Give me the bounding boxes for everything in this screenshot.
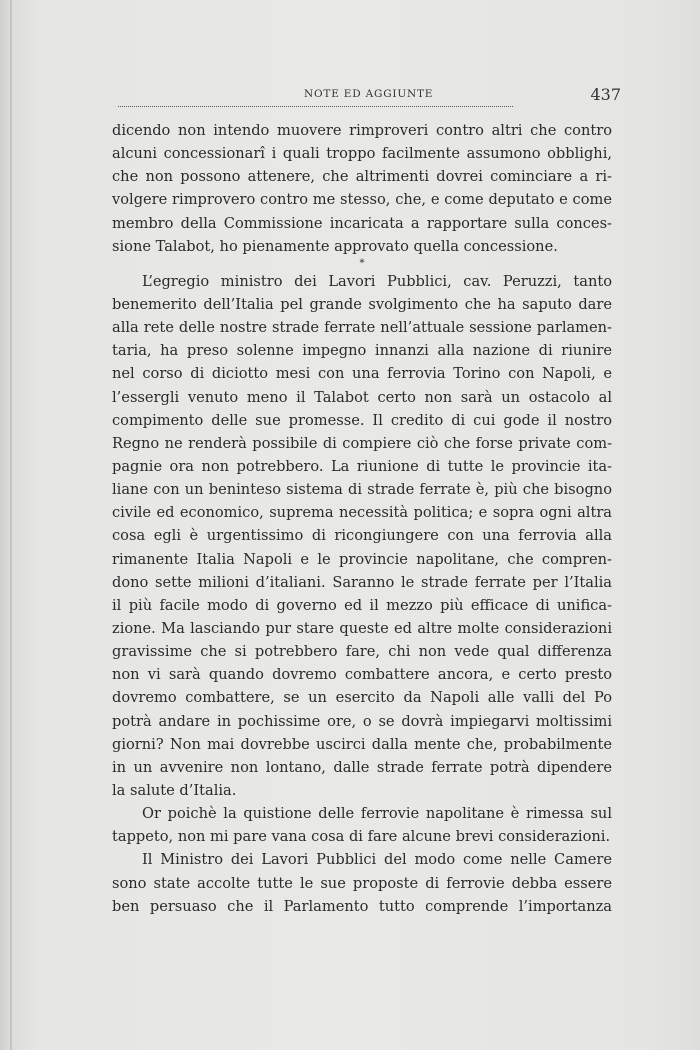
text-line: L’egregio ministro dei Lavori Pubblici, cav. Peruzzi, tanto <box>142 272 612 290</box>
text-line: il più facile modo di governo ed il mezzo più efficace di unifica- <box>112 596 612 614</box>
text-line: compimento delle sue promesse. Il credito di cui gode il nostro <box>112 411 612 429</box>
text-line: alla rete delle nostre strade ferrate nell’attuale sessione parlamen- <box>112 319 612 337</box>
text-line: l’essergli venuto meno il Talabot certo non sarà un ostacolo al <box>112 388 612 406</box>
text-line: dovremo combattere, se un esercito da Napoli alle valli del Po <box>112 689 612 707</box>
text-line: benemerito dell’Italia pel grande svolgimento che ha saputo dare <box>112 295 612 313</box>
text-line: pagnie ora non potrebbero. La riunione di tutte le provincie ita- <box>112 457 612 475</box>
text-line: dicendo non intendo muovere rimproveri contro altri che contro <box>112 122 612 139</box>
text-line: rimanente Italia Napoli e le provincie napolitane, che compren- <box>112 550 612 568</box>
body-text <box>112 119 612 918</box>
text-line: dono sette milioni d’italiani. Saranno le strade ferrate per l’Italia <box>112 573 612 591</box>
text-line: sione Talabot, ho pienamente approvato quella concessione. <box>112 237 558 255</box>
text-line: che non possono attenere, che altrimenti dovrei cominciare a ri- <box>112 168 612 186</box>
text-line: liane con un beninteso sistema di strade ferrate è, più che bisogno <box>112 481 612 499</box>
text-line: civile ed economico, suprema necessità politica; e sopra ogni altra <box>112 504 612 522</box>
text-line: la salute d’Italia. <box>112 781 237 799</box>
text-line: cosa egli è urgentissimo di ricongiungere con una ferrovia alla <box>112 527 612 545</box>
section-separator: * <box>359 257 365 269</box>
text-line: giorni? Non mai dovrebbe uscirci dalla mente che, probabilmente <box>112 735 612 753</box>
text-line: membro della Commissione incaricata a rapportare sulla conces- <box>112 214 612 232</box>
text-line: ben persuaso che il Parlamento tutto comprende l’importanza <box>112 897 612 915</box>
text-line: alcuni concessionarî i quali troppo facilmente assumono obblighi, <box>112 145 612 163</box>
text-line: nel corso di diciotto mesi con una ferrovia Torino con Napoli, e <box>112 365 612 383</box>
text-line: sono state accolte tutte le sue proposte di ferrovie debba essere <box>112 874 612 892</box>
text-line: Il Ministro dei Lavori Pubblici del modo come nelle Camere <box>142 851 612 869</box>
page-number: 437 <box>590 85 621 104</box>
text-line: potrà andare in pochissime ore, o se dovrà impiegarvi moltissimi <box>112 712 612 730</box>
header-dotted-rule <box>118 106 513 107</box>
running-head <box>118 86 623 110</box>
running-title: NOTE ED AGGIUNTE <box>304 88 434 100</box>
text-line: taria, ha preso solenne impegno innanzi alla nazione di riunire <box>112 342 612 360</box>
text-line: volgere rimprovero contro me stesso, che, e come deputato e come <box>112 191 612 209</box>
text-line: gravissime che si potrebbero fare, chi non vede qual differenza <box>112 643 612 661</box>
text-line: in un avvenire non lontano, dalle strade ferrate potrà dipendere <box>112 758 612 776</box>
binding-edge <box>10 0 12 1050</box>
text-line: Or poichè la quistione delle ferrovie napolitane è rimessa sul <box>142 805 612 823</box>
text-line: non vi sarà quando dovremo combattere ancora, e certo presto <box>112 666 612 684</box>
text-line: zione. Ma lasciando pur stare queste ed altre molte considerazioni <box>112 619 612 637</box>
text-line: Regno ne renderà possibile di compiere ciò che forse private com- <box>112 434 612 452</box>
text-line: tappeto, non mi pare vana cosa di fare alcune brevi considerazioni. <box>112 828 611 846</box>
